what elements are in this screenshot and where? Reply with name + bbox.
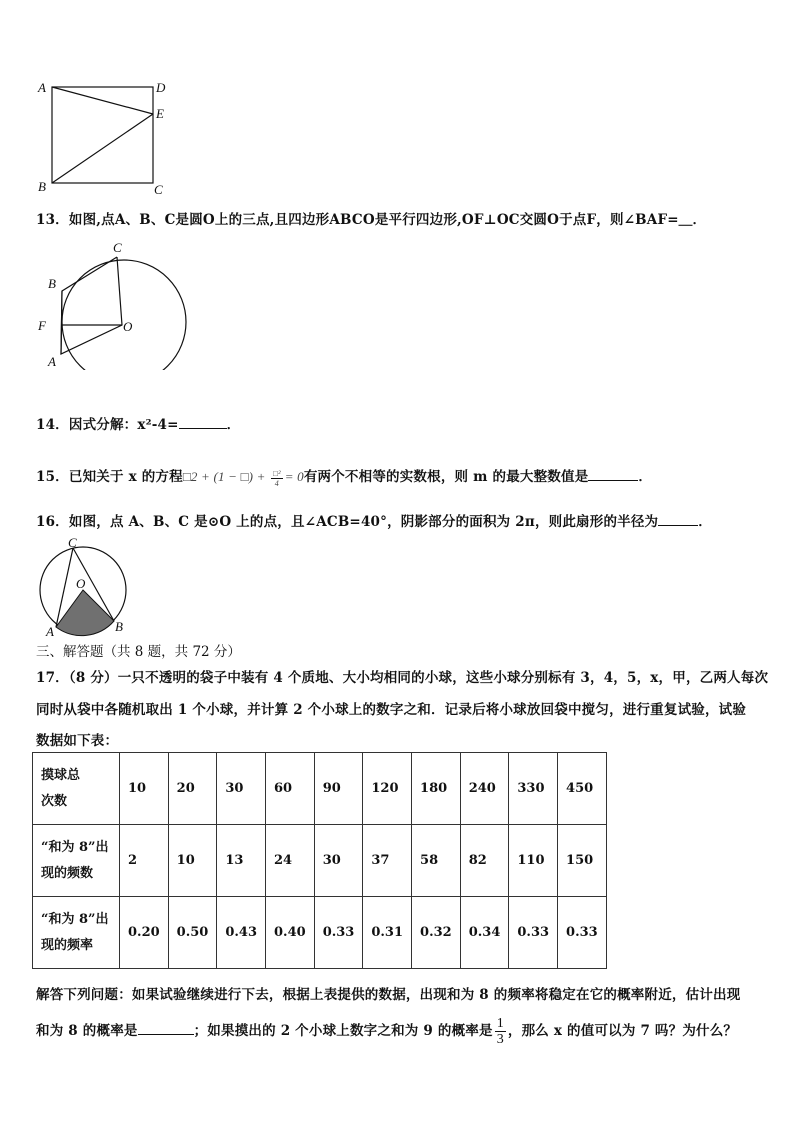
- label-F2: F: [38, 318, 46, 333]
- table-cell: 90: [314, 753, 363, 825]
- table-row: [33, 897, 607, 969]
- table-cell: 82: [460, 825, 509, 897]
- table-cell: 0.33: [558, 897, 607, 969]
- row-header-line-2: 现的频数: [41, 865, 94, 881]
- label-O3: O: [76, 576, 86, 591]
- table-cell: 450: [558, 753, 607, 825]
- segment-BE: [52, 114, 153, 183]
- question-17-line-3: 数据如下表：: [36, 733, 119, 749]
- table-cell: 0.33: [509, 897, 558, 969]
- question-14-end: ．: [226, 417, 241, 433]
- answer-blank[interactable]: [179, 416, 227, 429]
- table-cell: 0.40: [266, 897, 315, 969]
- question-17-line-1: 17．（8 分）一只不透明的袋子中装有 4 个质地、大小均相同的小球，这些小球分别标有 3，4，5，x，甲，乙两人每次: [36, 670, 769, 686]
- answer-blank[interactable]: [658, 513, 698, 526]
- row-header-line-1: 摸球总: [41, 767, 81, 783]
- row-header-line-1: “和为 8”出: [41, 839, 109, 855]
- question-14-text: 14．因式分解：x²-4=: [36, 417, 179, 433]
- section-heading: 三、解答题（共 8 题，共 72 分）: [36, 644, 241, 660]
- label-O2: O: [123, 319, 133, 334]
- equation-part-b: ) +: [248, 469, 270, 484]
- fraction-denominator: 3: [496, 1032, 504, 1047]
- table-cell: 58: [412, 825, 461, 897]
- square-figure: [30, 78, 180, 198]
- table-cell: 10: [120, 753, 169, 825]
- question-17-ask-1: 解答下列问题：如果试验继续进行下去，根据上表提供的数据，出现和为 8 的频率将稳定在它的概率附近，估计出现: [36, 987, 741, 1003]
- data-table-body: [33, 753, 607, 969]
- row-header: [33, 825, 120, 897]
- table-cell: 240: [460, 753, 509, 825]
- label-E: E: [156, 106, 164, 121]
- row-header-line-2: 次数: [41, 793, 68, 809]
- fraction-numerator: 1: [496, 1016, 504, 1031]
- question-15-text-2: 有两个不相等的实数根，则 m 的最大整数值是: [303, 469, 589, 485]
- question-16: [36, 510, 712, 530]
- label-C: C: [154, 182, 163, 197]
- table-cell: 30: [314, 825, 363, 897]
- table-cell: 0.43: [217, 897, 266, 969]
- segment-AE: [52, 87, 153, 114]
- fraction-m2-over-4: $\frac{\text{□²}}{4}$: [273, 468, 281, 488]
- table-cell: 24: [266, 825, 315, 897]
- table-cell: 110: [509, 825, 558, 897]
- table-row: [33, 753, 607, 825]
- circle-parallelogram-figure: [40, 240, 190, 370]
- table-cell: 0.50: [168, 897, 217, 969]
- table-cell: 0.33: [314, 897, 363, 969]
- table-cell: 0.31: [363, 897, 412, 969]
- label-C2: C: [113, 240, 122, 255]
- question-15-text: 15．已知关于 x 的方程: [36, 469, 183, 485]
- label-D: D: [156, 80, 166, 95]
- segment-AB: [61, 291, 62, 354]
- equation: [182, 468, 304, 488]
- label-A3: A: [46, 624, 54, 639]
- question-17-line-2: 同时从袋中各随机取出 1 个小球，并计算 2 个小球上的数字之和．记录后将小球放回袋中搅匀，进行重复试验，试验: [36, 702, 747, 718]
- table-cell: 10: [168, 825, 217, 897]
- table-cell: 330: [509, 753, 558, 825]
- ask-2-mid: ；如果摸出的 2 个小球上数字之和为 9 的概率是: [193, 1023, 493, 1039]
- question-16-end: ．: [698, 514, 712, 530]
- row-header-line-2: 现的频率: [41, 937, 94, 953]
- answer-blank[interactable]: [138, 1022, 194, 1035]
- answer-blank[interactable]: [588, 468, 638, 481]
- table-cell: 180: [412, 753, 461, 825]
- question-15-end: ．: [638, 469, 653, 485]
- placeholder-box-icon: □: [182, 469, 191, 484]
- question-13: 13．如图,点A、B、C是圆O上的三点,且四边形ABCO是平行四边形,OF⊥OC交圆O于点F，则∠BAF=＿．: [36, 212, 707, 228]
- label-C3: C: [68, 535, 77, 550]
- ask-2-end: ，那么 x 的值可以为 7 吗？为什么？: [507, 1023, 738, 1039]
- table-cell: 0.34: [460, 897, 509, 969]
- table-cell: 13: [217, 825, 266, 897]
- square-outline: [52, 87, 153, 183]
- fraction-one-third: [495, 1016, 506, 1047]
- row-header: [33, 753, 120, 825]
- label-A: A: [38, 80, 46, 95]
- table-cell: 0.32: [412, 897, 461, 969]
- equation-part-c: = 0: [284, 469, 304, 484]
- circle-O: [62, 260, 186, 370]
- label-B: B: [38, 179, 46, 194]
- table-cell: 0.20: [120, 897, 169, 969]
- label-A2: A: [48, 354, 56, 369]
- placeholder-box-icon: □: [240, 469, 249, 484]
- question-15: [36, 465, 652, 488]
- table-cell: 60: [266, 753, 315, 825]
- question-16-text: 16．如图，点 A、B、C 是⊙O 上的点，且∠ACB=40°，阴影部分的面积为 2π，则此扇形的半径为: [36, 514, 659, 530]
- label-B3: B: [115, 619, 123, 634]
- table-cell: 120: [363, 753, 412, 825]
- data-table: [32, 752, 607, 969]
- question-14: [36, 413, 240, 433]
- table-cell: 37: [363, 825, 412, 897]
- table-row: [33, 825, 607, 897]
- table-cell: 30: [217, 753, 266, 825]
- shaded-sector: [56, 590, 114, 636]
- table-cell: 2: [120, 825, 169, 897]
- table-cell: 20: [168, 753, 217, 825]
- row-header: [33, 897, 120, 969]
- table-cell: 150: [558, 825, 607, 897]
- question-17-ask-2: [36, 1016, 737, 1047]
- row-header-line-1: “和为 8”出: [41, 911, 109, 927]
- equation-part-a: 2 + (1 −: [190, 469, 241, 484]
- label-B2: B: [48, 276, 56, 291]
- ask-2-text: 和为 8 的概率是: [36, 1023, 138, 1039]
- parallelogram-ABCO: [61, 257, 122, 354]
